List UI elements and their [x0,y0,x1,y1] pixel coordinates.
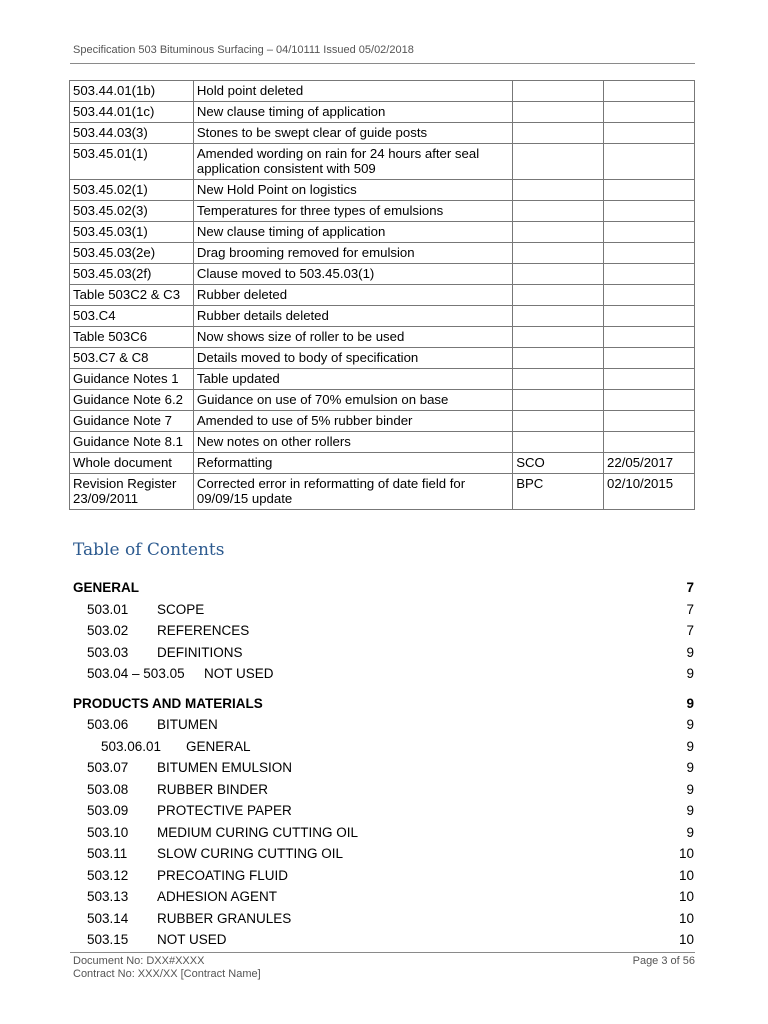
author-cell [513,102,604,123]
toc-entry-title: GENERAL [186,738,251,754]
description-cell: Hold point deleted [193,81,512,102]
description-cell: Stones to be swept clear of guide posts [193,123,512,144]
footer-left [73,955,261,981]
page-header: Specification 503 Bituminous Surfacing – 04/10111 Issued 05/02/2018 [73,44,414,56]
table-row [70,102,695,123]
table-row [70,327,695,348]
contract-number: Contract No: XXX/XX [Contract Name] [73,968,261,980]
description-cell: New clause timing of application [193,102,512,123]
date-cell: 02/10/2015 [604,474,695,510]
table-of-contents [73,577,694,951]
table-row [70,264,695,285]
clause-cell: 503.45.03(2e) [70,243,194,264]
toc-entry-page: 9 [686,644,694,660]
toc-heading: Table of Contents [73,540,225,560]
toc-entry-link[interactable] [73,908,694,930]
toc-entry-number: 503.09 [87,803,129,818]
author-cell [513,222,604,243]
toc-entry-link[interactable] [73,663,694,685]
clause-cell: 503.44.01(1b) [70,81,194,102]
date-cell [604,285,695,306]
date-cell [604,144,695,180]
date-cell [604,222,695,243]
toc-entry-title: SCOPE [157,601,205,617]
toc-entry-page: 9 [686,824,694,840]
clause-cell: Guidance Note 6.2 [70,390,194,411]
description-cell: Now shows size of roller to be used [193,327,512,348]
toc-entry-title: RUBBER BINDER [157,781,269,797]
table-row [70,201,695,222]
author-cell [513,123,604,144]
date-cell [604,306,695,327]
toc-entry-page: 10 [678,910,694,926]
toc-entry-page: 10 [678,932,694,947]
clause-cell: 503.45.02(1) [70,180,194,201]
date-cell [604,81,695,102]
table-row [70,180,695,201]
toc-entry-title: BITUMEN EMULSION [157,760,293,775]
table-row [70,453,695,474]
toc-entry-page: 9 [686,803,694,818]
page-number: Page 3 of 56 [632,955,695,967]
toc-entry-link[interactable] [73,736,694,758]
toc-entry-title: NOT USED [157,932,227,947]
author-cell [513,327,604,348]
date-cell [604,432,695,453]
clause-cell: Revision Register 23/09/2011 [70,474,194,510]
author-cell [513,369,604,390]
toc-entry-page: 9 [686,695,694,711]
toc-entry-number: 503.01 [87,601,129,617]
description-cell: Temperatures for three types of emulsions [193,201,512,222]
revision-table [69,80,695,510]
author-cell [513,306,604,327]
date-cell [604,327,695,348]
toc-entry-number: 503.06 [87,717,129,732]
toc-entry-number: 503.07 [87,760,129,775]
toc-entry-page: 9 [686,781,694,797]
clause-cell: Guidance Note 7 [70,411,194,432]
date-cell [604,390,695,411]
description-cell: Guidance on use of 70% emulsion on base [193,390,512,411]
date-cell [604,102,695,123]
toc-entry-title: PROTECTIVE PAPER [157,803,292,818]
toc-entry-number: 503.12 [87,867,129,883]
table-row [70,432,695,453]
toc-entry-number: 503.02 [87,623,129,638]
description-cell: New clause timing of application [193,222,512,243]
author-cell [513,432,604,453]
toc-entry-number: 503.14 [87,910,129,926]
toc-entry-link[interactable] [73,822,694,844]
description-cell: Clause moved to 503.45.03(1) [193,264,512,285]
clause-cell: 503.45.02(3) [70,201,194,222]
toc-entry-title: SLOW CURING CUTTING OIL [157,846,344,861]
author-cell [513,180,604,201]
clause-cell: 503.44.03(3) [70,123,194,144]
toc-entry-link[interactable] [73,620,694,642]
table-row [70,306,695,327]
toc-entry-page: 7 [686,601,694,617]
table-row [70,243,695,264]
date-cell [604,348,695,369]
description-cell: Table updated [193,369,512,390]
toc-entry-link[interactable] [73,642,694,664]
toc-entry-link[interactable] [73,599,694,621]
toc-entry-title: BITUMEN [157,717,218,732]
toc-entry-title: RUBBER GRANULES [157,910,292,926]
author-cell [513,390,604,411]
toc-entry-page: 7 [686,580,694,595]
toc-entry-link[interactable] [73,714,694,736]
author-cell [513,348,604,369]
date-cell [604,369,695,390]
toc-entry-link[interactable] [73,886,694,908]
table-row [70,81,695,102]
author-cell [513,81,604,102]
revision-table-body [70,81,695,510]
toc-entry-page: 10 [678,889,694,904]
author-cell [513,264,604,285]
date-cell [604,201,695,222]
footer-divider [70,952,695,953]
table-row [70,123,695,144]
clause-cell: Guidance Note 8.1 [70,432,194,453]
description-cell: Rubber details deleted [193,306,512,327]
clause-cell: Guidance Notes 1 [70,369,194,390]
toc-entry-number: 503.03 [87,644,129,660]
toc-entry-link[interactable] [73,843,694,865]
toc-entry-number: 503.11 [87,846,128,861]
date-cell: 22/05/2017 [604,453,695,474]
toc-entry-title: MEDIUM CURING CUTTING OIL [157,824,358,840]
toc-entry-title: ADHESION AGENT [157,889,278,904]
table-row [70,285,695,306]
table-row [70,390,695,411]
description-cell: New Hold Point on logistics [193,180,512,201]
description-cell: Corrected error in reformatting of date field for 09/09/15 update [193,474,512,510]
toc-entry-number: 503.13 [87,889,129,904]
toc-entry-number: 503.04 – 503.05 [87,666,185,681]
toc-entry-number: 503.10 [87,824,129,840]
description-cell: Amended to use of 5% rubber binder [193,411,512,432]
description-cell: Drag brooming removed for emulsion [193,243,512,264]
description-cell: Reformatting [193,453,512,474]
toc-entry-page: 10 [678,867,694,883]
toc-entry-title: PRECOATING FLUID [157,867,289,883]
clause-cell: 503.44.01(1c) [70,102,194,123]
toc-entry-link[interactable] [73,865,694,887]
author-cell: SCO [513,453,604,474]
document-number: Document No: DXX#XXXX [73,955,205,967]
toc-entry-page: 10 [678,846,694,861]
author-cell [513,201,604,222]
toc-entry-title: GENERAL [73,580,140,595]
table-row [70,369,695,390]
author-cell [513,411,604,432]
toc-entry-page: 9 [686,666,694,681]
description-cell: Amended wording on rain for 24 hours after seal application consistent with 509 [193,144,512,180]
toc-entry-link[interactable] [73,757,694,779]
table-row [70,348,695,369]
toc-section-link[interactable] [73,693,694,715]
toc-entry-page: 9 [686,738,694,754]
clause-cell: Table 503C2 & C3 [70,285,194,306]
clause-cell: 503.C7 & C8 [70,348,194,369]
date-cell [604,411,695,432]
table-row [70,411,695,432]
header-divider [70,63,695,64]
toc-entry-link[interactable] [73,779,694,801]
date-cell [604,264,695,285]
toc-entry-title: PRODUCTS AND MATERIALS [73,695,263,711]
toc-entry-number: 503.08 [87,781,129,797]
clause-cell: 503.C4 [70,306,194,327]
clause-cell: Whole document [70,453,194,474]
author-cell [513,144,604,180]
author-cell [513,285,604,306]
toc-section-link[interactable] [73,577,694,599]
clause-cell: Table 503C6 [70,327,194,348]
date-cell [604,180,695,201]
toc-entry-title: NOT USED [204,666,274,681]
toc-entry-page: 9 [686,717,694,732]
description-cell: Rubber deleted [193,285,512,306]
clause-cell: 503.45.01(1) [70,144,194,180]
toc-entry-link[interactable] [73,800,694,822]
table-row [70,144,695,180]
toc-entry-number: 503.15 [87,932,129,947]
clause-cell: 503.45.03(2f) [70,264,194,285]
toc-entry-link[interactable] [73,929,694,951]
toc-entry-title: DEFINITIONS [157,644,243,660]
toc-entry-page: 7 [686,623,694,638]
toc-entry-number: 503.06.01 [101,738,162,754]
table-row [70,222,695,243]
date-cell [604,123,695,144]
toc-entry-title: REFERENCES [157,623,250,638]
clause-cell: 503.45.03(1) [70,222,194,243]
toc-spacer [73,685,694,693]
author-cell: BPC [513,474,604,510]
toc-entry-page: 9 [686,760,694,775]
date-cell [604,243,695,264]
description-cell: Details moved to body of specification [193,348,512,369]
author-cell [513,243,604,264]
description-cell: New notes on other rollers [193,432,512,453]
table-row [70,474,695,510]
